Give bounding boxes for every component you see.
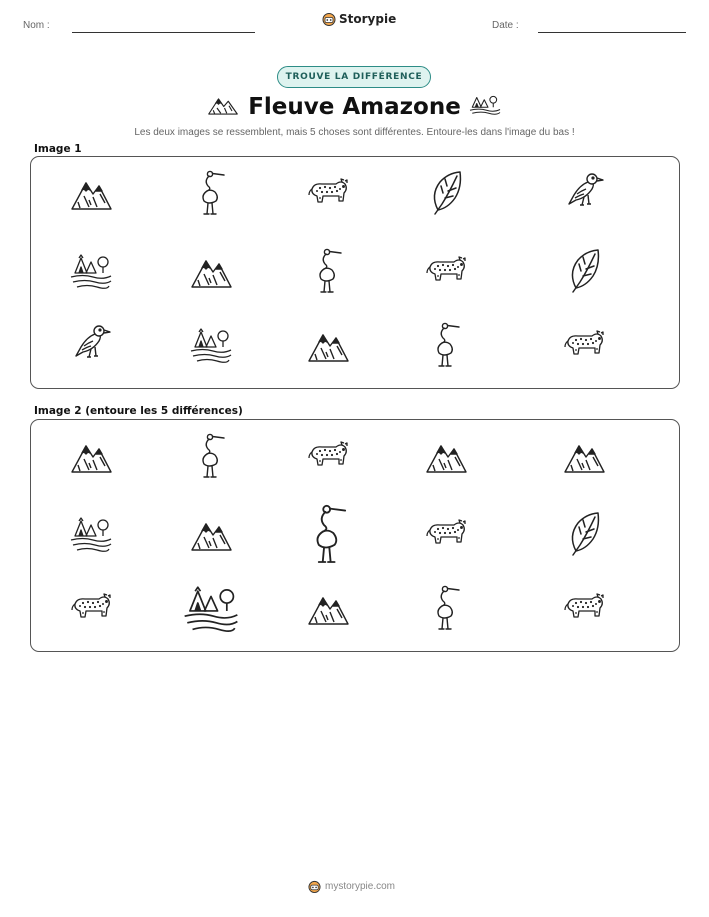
activity-badge: TROUVE LA DIFFÉRENCE (277, 66, 431, 88)
grid-cell (424, 245, 468, 295)
mountain-icon (189, 508, 233, 558)
jaguar-icon (424, 245, 468, 295)
date-line[interactable] (538, 32, 686, 33)
heron-icon (424, 319, 468, 369)
jaguar-icon (69, 582, 113, 632)
jaguar-icon (424, 508, 468, 558)
grid-cell (562, 167, 606, 217)
heron-icon (299, 500, 357, 566)
village-icon (69, 245, 113, 295)
mountain-icon (306, 319, 350, 369)
grid-cell[interactable] (69, 508, 113, 558)
mountain-icon (69, 430, 113, 480)
footer (308, 880, 395, 893)
grid-cell (424, 319, 468, 369)
name-label: Nom : (23, 20, 50, 31)
mountain-icon (306, 582, 350, 632)
bird-icon (562, 167, 606, 217)
grid-cell (189, 319, 233, 369)
village-icon (468, 93, 502, 117)
brand-logo (322, 12, 396, 26)
grid-cell[interactable] (424, 508, 468, 558)
grid-cell (189, 245, 233, 295)
grid-cell[interactable] (306, 582, 350, 632)
leaf-icon (424, 167, 468, 217)
image2-label: Image 2 (entoure les 5 différences) (34, 405, 243, 417)
footer-url: mystorypie.com (325, 881, 396, 892)
grid-cell (69, 245, 113, 295)
grid-cell (69, 319, 113, 369)
grid-cell[interactable] (299, 500, 357, 566)
grid-cell (306, 245, 350, 295)
name-line[interactable] (72, 32, 255, 33)
image1-label: Image 1 (34, 143, 82, 155)
grid-cell (189, 167, 233, 217)
mountain-icon (69, 167, 113, 217)
leaf-icon (562, 508, 606, 558)
grid-cell[interactable] (424, 430, 468, 480)
heron-icon (424, 582, 468, 632)
grid-cell[interactable] (69, 430, 113, 480)
grid-cell[interactable] (562, 582, 606, 632)
grid-cell (424, 167, 468, 217)
grid-cell (562, 245, 606, 295)
jaguar-icon (562, 319, 606, 369)
grid-cell[interactable] (69, 582, 113, 632)
grid-cell[interactable] (182, 574, 240, 640)
date-label: Date : (492, 20, 519, 31)
village-icon (189, 319, 233, 369)
image2-panel[interactable] (30, 419, 680, 652)
grid-cell (562, 319, 606, 369)
village-icon (182, 574, 240, 640)
mountain-icon (424, 430, 468, 480)
grid-cell[interactable] (189, 508, 233, 558)
leaf-icon (562, 245, 606, 295)
heron-icon (189, 430, 233, 480)
grid-cell[interactable] (189, 430, 233, 480)
mountain-icon (189, 245, 233, 295)
jaguar-icon (306, 167, 350, 217)
image1-panel (30, 156, 680, 389)
mountain-icon (562, 430, 606, 480)
instructions: Les deux images se ressemblent, mais 5 choses sont différentes. Entoure-les dans l'image du bas ! (134, 127, 575, 138)
heron-icon (306, 245, 350, 295)
page-title: Fleuve Amazone (248, 94, 461, 120)
bird-icon (69, 319, 113, 369)
grid-cell[interactable] (562, 430, 606, 480)
storypie-mascot-icon (322, 12, 336, 26)
heron-icon (189, 167, 233, 217)
jaguar-icon (306, 430, 350, 480)
grid-cell (69, 167, 113, 217)
jaguar-icon (562, 582, 606, 632)
brand-name: Storypie (339, 12, 397, 26)
storypie-mascot-icon (308, 880, 321, 893)
grid-cell[interactable] (306, 430, 350, 480)
grid-cell[interactable] (424, 582, 468, 632)
village-icon (69, 508, 113, 558)
grid-cell (306, 167, 350, 217)
grid-cell[interactable] (562, 508, 606, 558)
grid-cell (306, 319, 350, 369)
